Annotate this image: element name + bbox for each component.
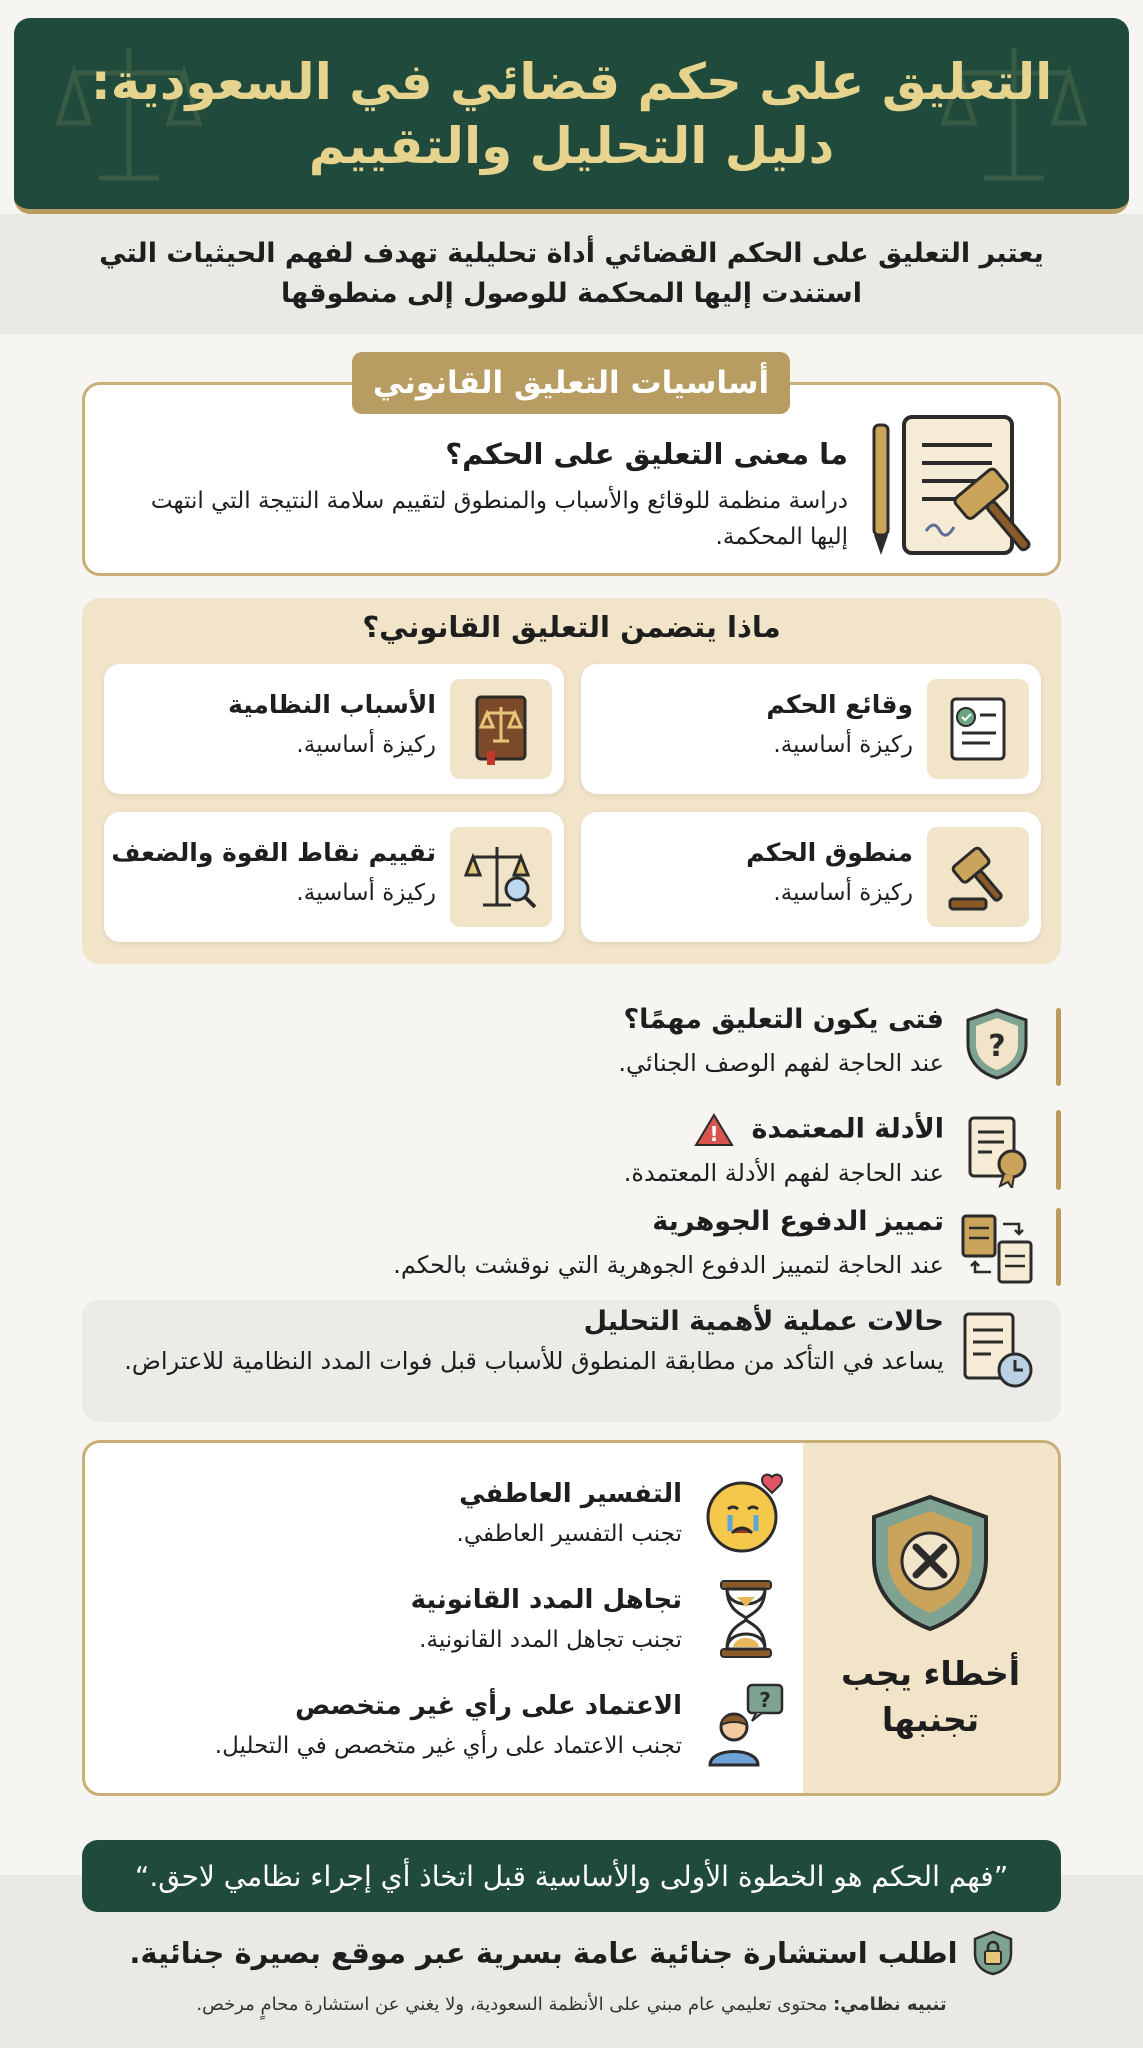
accent-bar	[1056, 1008, 1061, 1086]
warning-icon	[694, 1112, 734, 1148]
include-card-title: الأسباب النظامية	[228, 690, 436, 719]
mistake-item-text: تجنب تجاهل المدد القانونية.	[419, 1627, 682, 1653]
document-gavel-icon	[868, 405, 1038, 565]
header-banner	[14, 18, 1129, 214]
quote-banner	[82, 1840, 1061, 1912]
intro-band	[0, 214, 1143, 334]
mistakes-box	[82, 1440, 1061, 1796]
include-card-text: ركيزة أساسية.	[296, 880, 436, 906]
crying-face-icon	[704, 1471, 788, 1555]
basics-section-title: أساسيات التعليق القانوني	[352, 352, 790, 414]
when-item-text: عند الحاجة لتمييز الدفوع الجوهرية التي نوقشت بالحكم.	[393, 1251, 944, 1279]
mistake-item-text: تجنب التفسير العاطفي.	[456, 1521, 682, 1547]
note-label: تنبيه نظامي:	[833, 1994, 947, 2015]
when-item-title: فتى يكون التعليق مهمًا؟	[623, 1004, 944, 1035]
consultation-cta[interactable]	[0, 1925, 1143, 1981]
include-card-title: وقائع الحكم	[766, 690, 913, 719]
meaning-text: دراسة منظمة للوقائع والأسباب والمنطوق لتقييم سلامة النتيجة التي انتهت إليها المحكمة.	[150, 488, 848, 550]
intro-text: يعتبر التعليق على الحكم القضائي أداة تحليلية تهدف لفهم الحيثيات التي استندت إليها المحكمة للوصول إلى منطوقها	[99, 238, 1044, 309]
include-card-title: تقييم نقاط القوة والضعف	[111, 838, 436, 867]
note-text: محتوى تعليمي عام مبني على الأنظمة السعودية، ولا يغني عن استشارة محامٍ مرخص.	[196, 1994, 834, 2015]
svg-text:?: ?	[759, 1688, 771, 1712]
mistakes-title: أخطاء يجب تجنبها	[840, 1654, 1021, 1739]
when-item-title	[694, 1112, 944, 1148]
shield-x-icon	[868, 1493, 992, 1633]
person-question-icon	[704, 1683, 788, 1767]
include-card-text: ركيزة أساسية.	[773, 732, 913, 758]
accent-bar	[1056, 1110, 1061, 1190]
mistake-item-2	[108, 1577, 788, 1667]
mistake-item-title: التفسير العاطفي	[459, 1479, 682, 1509]
include-card-title: منطوق الحكم	[746, 838, 913, 867]
shield-question-icon	[957, 1004, 1037, 1084]
cta-text[interactable]: اطلب استشارة جنائية عامة بسرية عبر موقع بصيرة جنائية.	[129, 1936, 958, 1970]
page-title-line2: دليل التحليل والتقييم	[308, 116, 835, 175]
when-item-2	[82, 1108, 1061, 1194]
scroll-icon	[927, 679, 1029, 779]
svg-text:!: !	[709, 1122, 719, 1146]
certificate-icon	[957, 1110, 1037, 1190]
documents-swap-icon	[957, 1208, 1037, 1288]
when-item-title: تمييز الدفوع الجوهرية	[652, 1206, 944, 1237]
mistake-item-3	[108, 1683, 788, 1773]
mistake-item-title: الاعتماد على رأي غير متخصص	[295, 1691, 682, 1721]
mistake-item-title: تجاهل المدد القانونية	[410, 1585, 682, 1615]
when-item-text: عند الحاجة لفهم الأدلة المعتمدة.	[623, 1159, 944, 1187]
include-card-verdict	[581, 812, 1041, 942]
when-item-3	[82, 1206, 1061, 1288]
scales-magnifier-icon	[450, 827, 552, 927]
include-card-assessment	[104, 812, 564, 942]
shield-lock-icon	[972, 1930, 1014, 1976]
hourglass-icon	[704, 1577, 788, 1661]
include-card-reasons	[104, 664, 564, 794]
page-title-line1: التعليق على حكم قضائي في السعودية:	[90, 52, 1053, 111]
accent-bar	[1056, 1208, 1061, 1286]
legal-note	[0, 1994, 1143, 2015]
quote-text: ”فهم الحكم هو الخطوة الأولى والأساسية قبل اتخاذ أي إجراء نظامي لاحق.“	[134, 1859, 1009, 1893]
include-card-text: ركيزة أساسية.	[296, 732, 436, 758]
mistake-item-text: تجنب الاعتماد على رأي غير متخصص في التحليل.	[214, 1733, 682, 1759]
law-book-icon	[450, 679, 552, 779]
when-item-title-text: الأدلة المعتمدة	[751, 1113, 944, 1145]
mistakes-side-panel	[803, 1443, 1058, 1793]
include-card-text: ركيزة أساسية.	[773, 880, 913, 906]
svg-text:?: ?	[988, 1029, 1006, 1064]
mistake-item-1	[108, 1471, 788, 1561]
when-item-text: عند الحاجة لفهم الوصف الجنائي.	[618, 1049, 944, 1077]
includes-title: ماذا يتضمن التعليق القانوني؟	[362, 610, 781, 644]
practical-text: يساعد في التأكد من مطابقة المنطوق للأسباب قبل فوات المدد النظامية للاعتراض.	[124, 1347, 944, 1375]
gavel-icon	[927, 827, 1029, 927]
meaning-title: ما معنى التعليق على الحكم؟	[445, 437, 848, 471]
includes-panel	[82, 598, 1061, 964]
practical-title: حالات عملية لأهمية التحليل	[583, 1306, 944, 1337]
when-item-1	[82, 1000, 1061, 1090]
include-card-facts	[581, 664, 1041, 794]
document-clock-icon	[957, 1308, 1041, 1392]
practical-row	[82, 1300, 1061, 1422]
practical-cases-box	[82, 1300, 1061, 1422]
